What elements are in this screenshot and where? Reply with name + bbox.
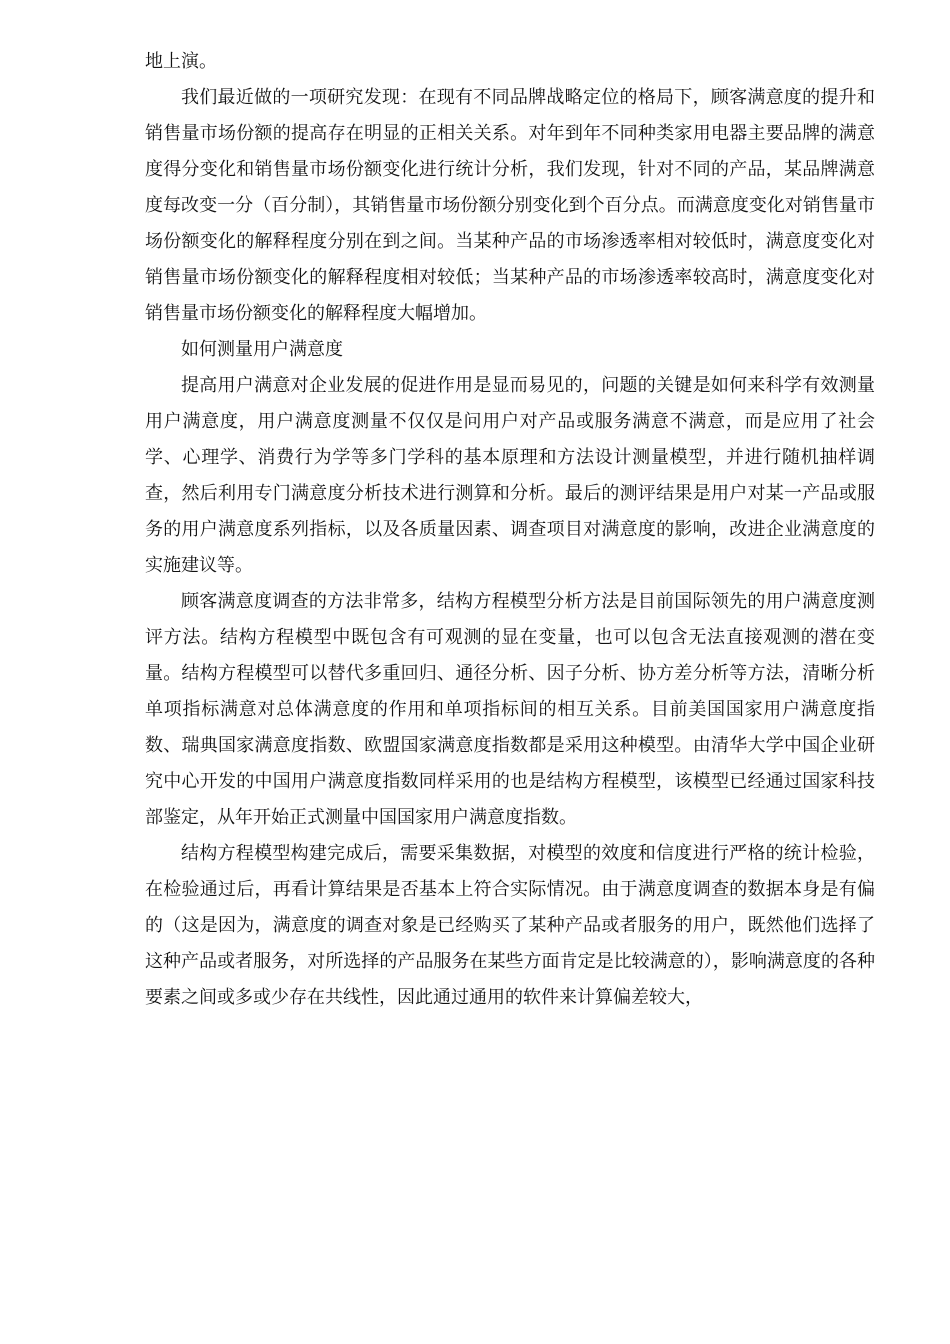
paragraph-research-finding: 我们最近做的一项研究发现：在现有不同品牌战略定位的格局下，顾客满意度的提升和销售量市场份额的提高存在明显的正相关关系。对年到年不同种类家用电器主要品牌的满意度得分变化和销售量市场份额变化进行统计分析，我们发现，针对不同的产品，某品牌满意度每改变一分（百分制），其销售量市场份额分别变化到个百分点。而满意度变化对销售量市场份额变化的解释程度分别在到之间。当某种产品的市场渗透率相对较低时，满意度变化对销售量市场份额变化的解释程度相对较低；当某种产品的市场渗透率较高时，满意度变化对销售量市场份额变化的解释程度大幅增加。 <box>145 87 875 324</box>
paragraph-measurement: 提高用户满意对企业发展的促进作用是显而易见的，问题的关键是如何来科学有效测量用户满意度，用户满意度测量不仅仅是问用户对产品或服务满意不满意，而是应用了社会学、心理学、消费行为学等多门学科的基本原理和方法设计测量模型，并进行随机抽样调查，然后利用专门满意度分析技术进行测算和分析。最后的测评结果是用户对某一产品或服务的用户满意度系列指标，以及各质量因素、调查项目对满意度的影响，改进企业满意度的实施建议等。 <box>145 375 875 576</box>
paragraph-sem-method: 顾客满意度调查的方法非常多，结构方程模型分析方法是目前国际领先的用户满意度测评方法。结构方程模型中既包含有可观测的显在变量，也可以包含无法直接观测的潜在变量。结构方程模型可以替代多重回归、通径分析、因子分析、协方差分析等方法，清晰分析单项指标满意对总体满意度的作用和单项指标间的相互关系。目前美国国家用户满意度指数、瑞典国家满意度指数、欧盟国家满意度指数都是采用这种模型。由清华大学中国企业研究中心开发的中国用户满意度指数同样采用的也是结构方程模型，该模型已经通过国家科技部鉴定，从年开始正式测量中国国家用户满意度指数。 <box>145 591 875 828</box>
paragraph-sem-validation: 结构方程模型构建完成后，需要采集数据，对模型的效度和信度进行严格的统计检验，在检验通过后，再看计算结果是否基本上符合实际情况。由于满意度调查的数据本身是有偏的（这是因为，满意度的调查对象是已经购买了某种产品或者服务的用户，既然他们选择了这种产品或者服务，对所选择的产品服务在某些方面肯定是比较满意的），影响满意度的各种要素之间或多或少存在共线性，因此通过通用的软件来计算偏差较大， <box>145 843 875 1008</box>
document-body <box>145 44 875 1016</box>
section-heading: 如何测量用户满意度 <box>181 339 343 360</box>
paragraph-continuation: 地上演。 <box>145 51 217 72</box>
